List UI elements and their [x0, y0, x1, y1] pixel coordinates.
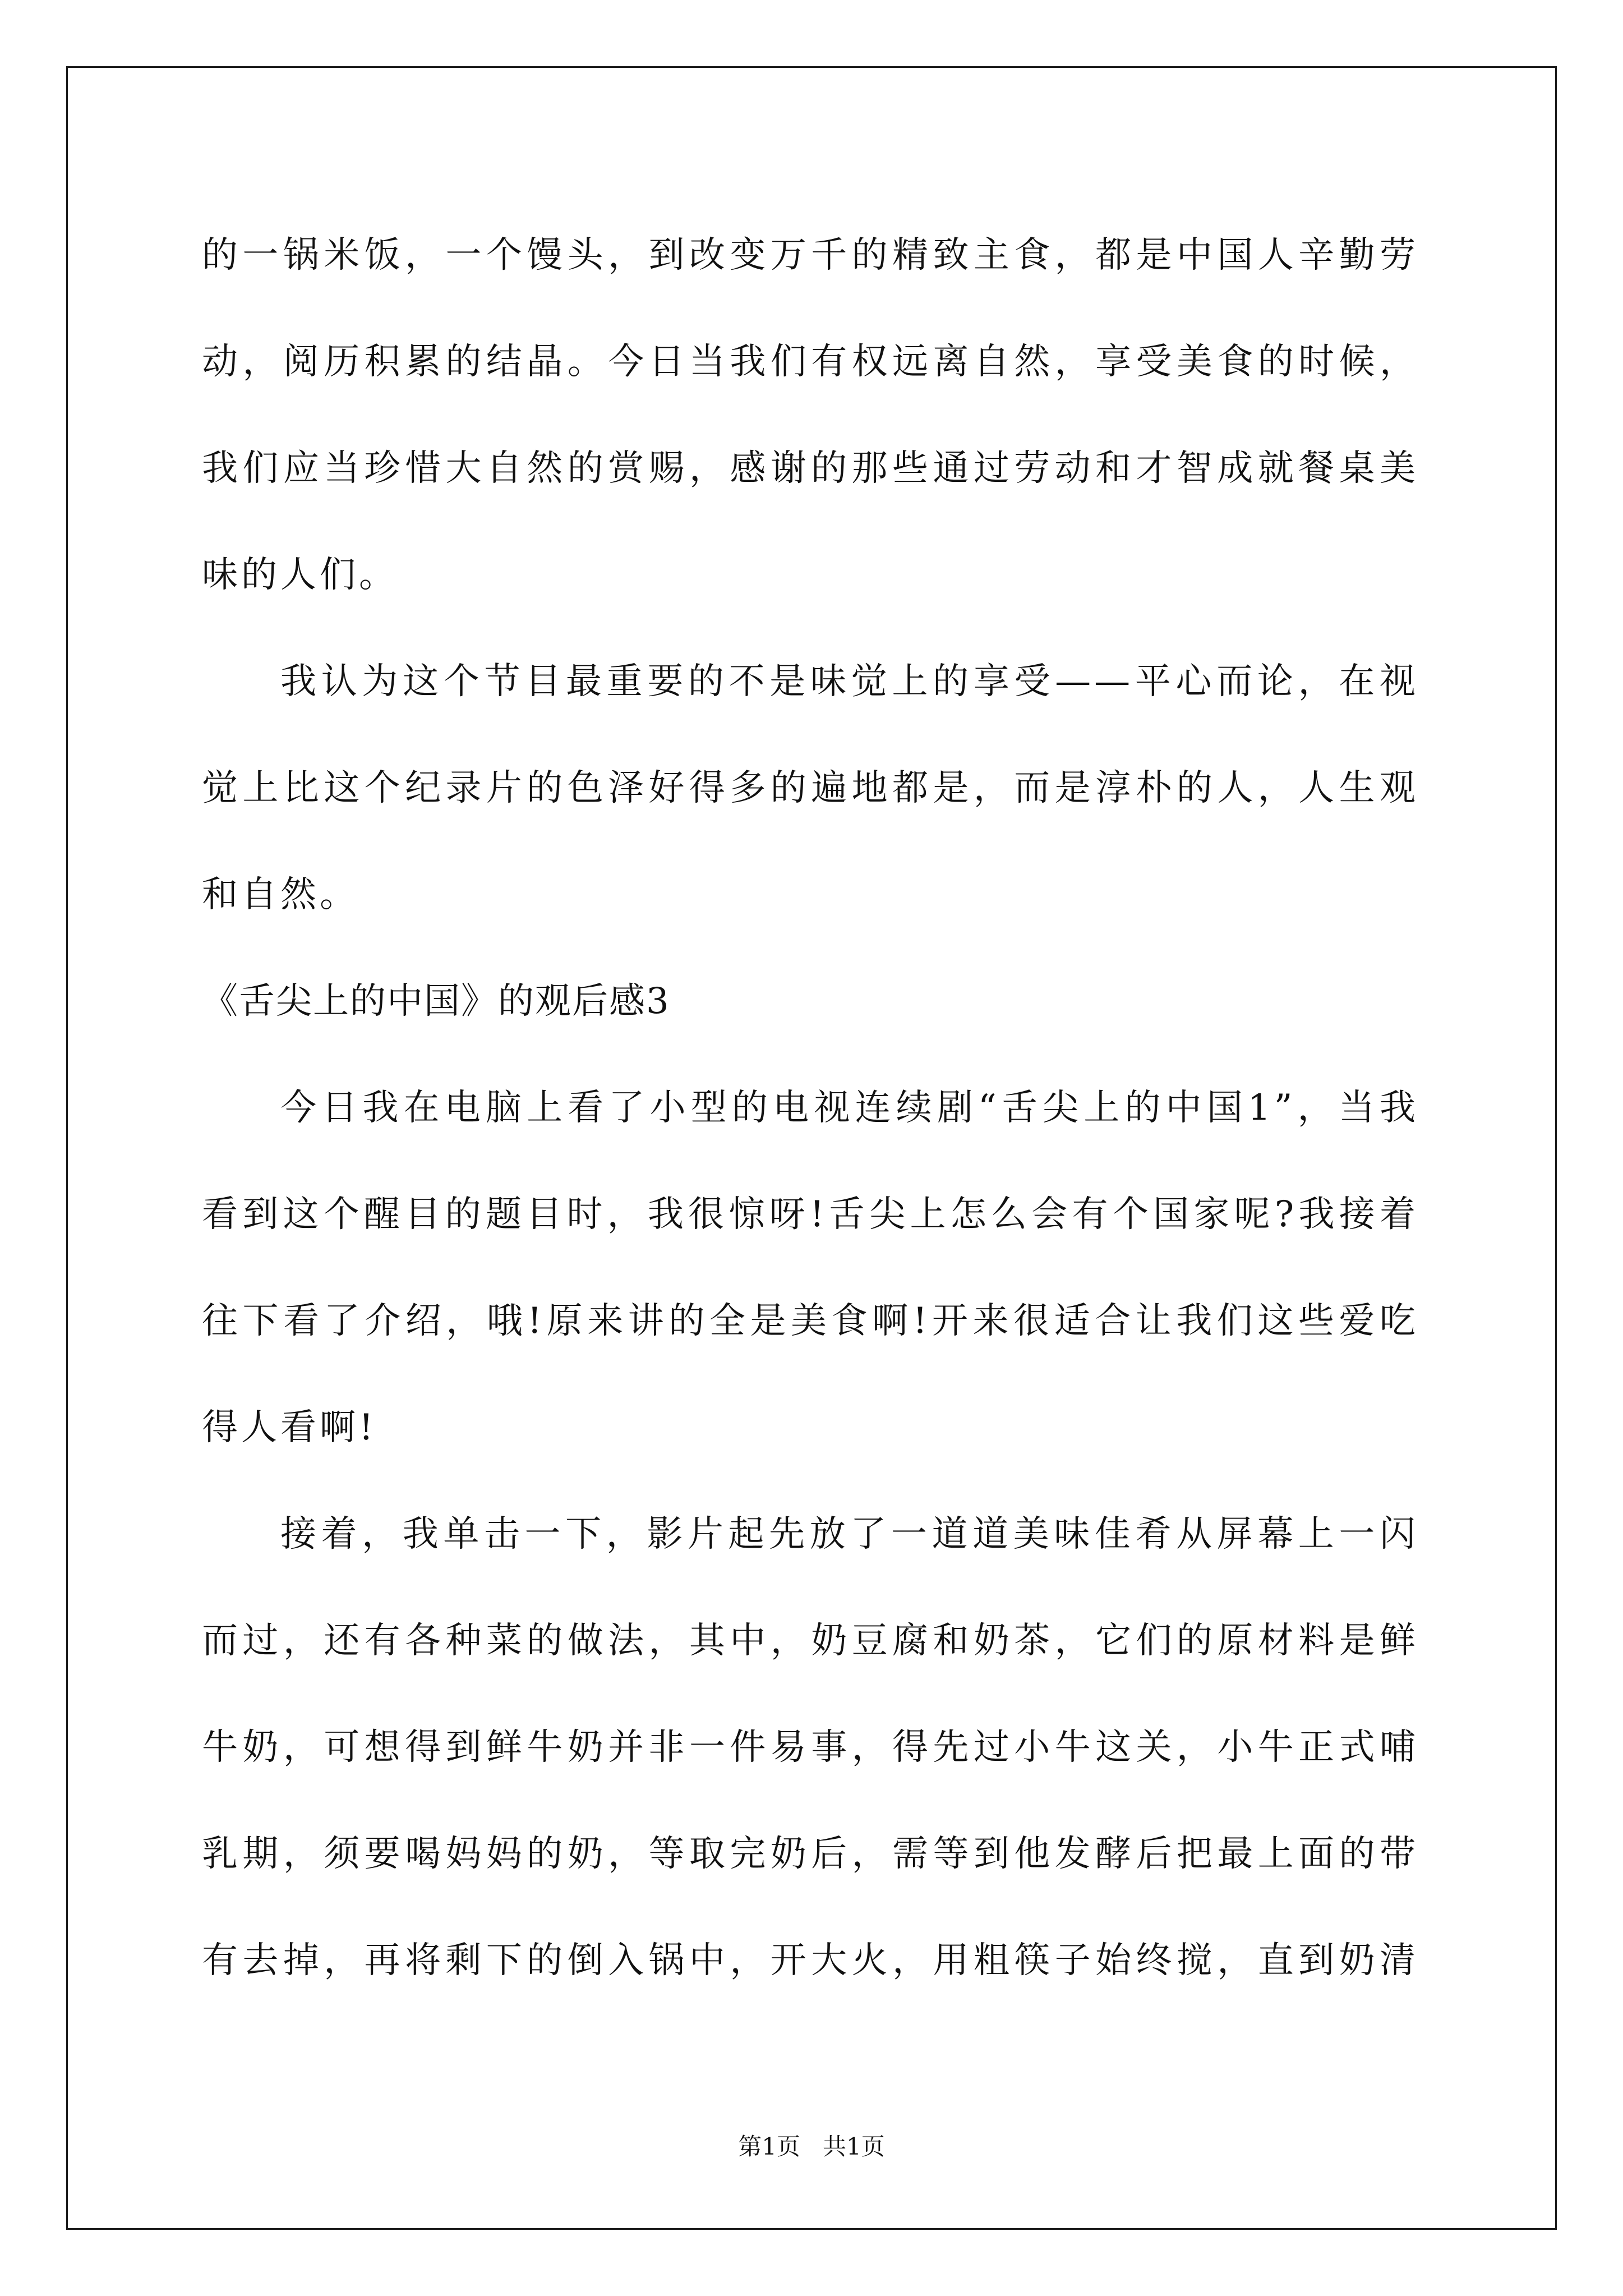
text-line: 而过，还有各种菜的做法，其中，奶豆腐和奶茶，它们的原材料是鲜 — [202, 1620, 1419, 1662]
text-line: 今日我在电脑上看了小型的电视连续剧“舌尖上的中国1”，当我 — [280, 1087, 1419, 1129]
text-line: 我们应当珍惜大自然的赏赐，感谢的那些通过劳动和才智成就餐桌美 — [202, 448, 1419, 489]
text-line: 往下看了介绍，哦!原来讲的全是美食啊!开来很适合让我们这些爱吃 — [202, 1300, 1419, 1342]
text-line: 动，阅历积累的结晶。今日当我们有权远离自然，享受美食的时候， — [202, 341, 1419, 383]
text-line: 牛奶，可想得到鲜牛奶并非一件易事，得先过小牛这关，小牛正式哺 — [202, 1727, 1419, 1768]
text-line: 乳期，须要喝妈妈的奶，等取完奶后，需等到他发酵后把最上面的带 — [202, 1833, 1419, 1875]
text-line: 得人看啊! — [202, 1407, 377, 1448]
text-line: 看到这个醒目的题目时，我很惊呀!舌尖上怎么会有个国家呢?我接着 — [202, 1194, 1419, 1235]
text-line: 的一锅米饭，一个馒头，到改变万千的精致主食，都是中国人辛勤劳 — [202, 234, 1419, 276]
text-line: 我认为这个节目最重要的不是味觉上的享受——平心而论，在视 — [280, 661, 1419, 702]
section-heading: 《舌尖上的中国》的观后感3 — [202, 981, 670, 1022]
text-line: 和自然。 — [202, 874, 359, 915]
text-line: 觉上比这个纪录片的色泽好得多的遍地都是，而是淳朴的人，人生观 — [202, 767, 1419, 809]
text-line: 接着，我单击一下，影片起先放了一道道美味佳肴从屏幕上一闪 — [280, 1513, 1419, 1555]
page-footer: 第1页 共1页 — [738, 2133, 885, 2160]
text-line: 有去掉，再将剩下的倒入锅中，开大火，用粗筷子始终搅，直到奶清 — [202, 1940, 1419, 1981]
document-body — [202, 202, 1419, 2014]
text-line: 味的人们。 — [202, 554, 398, 596]
